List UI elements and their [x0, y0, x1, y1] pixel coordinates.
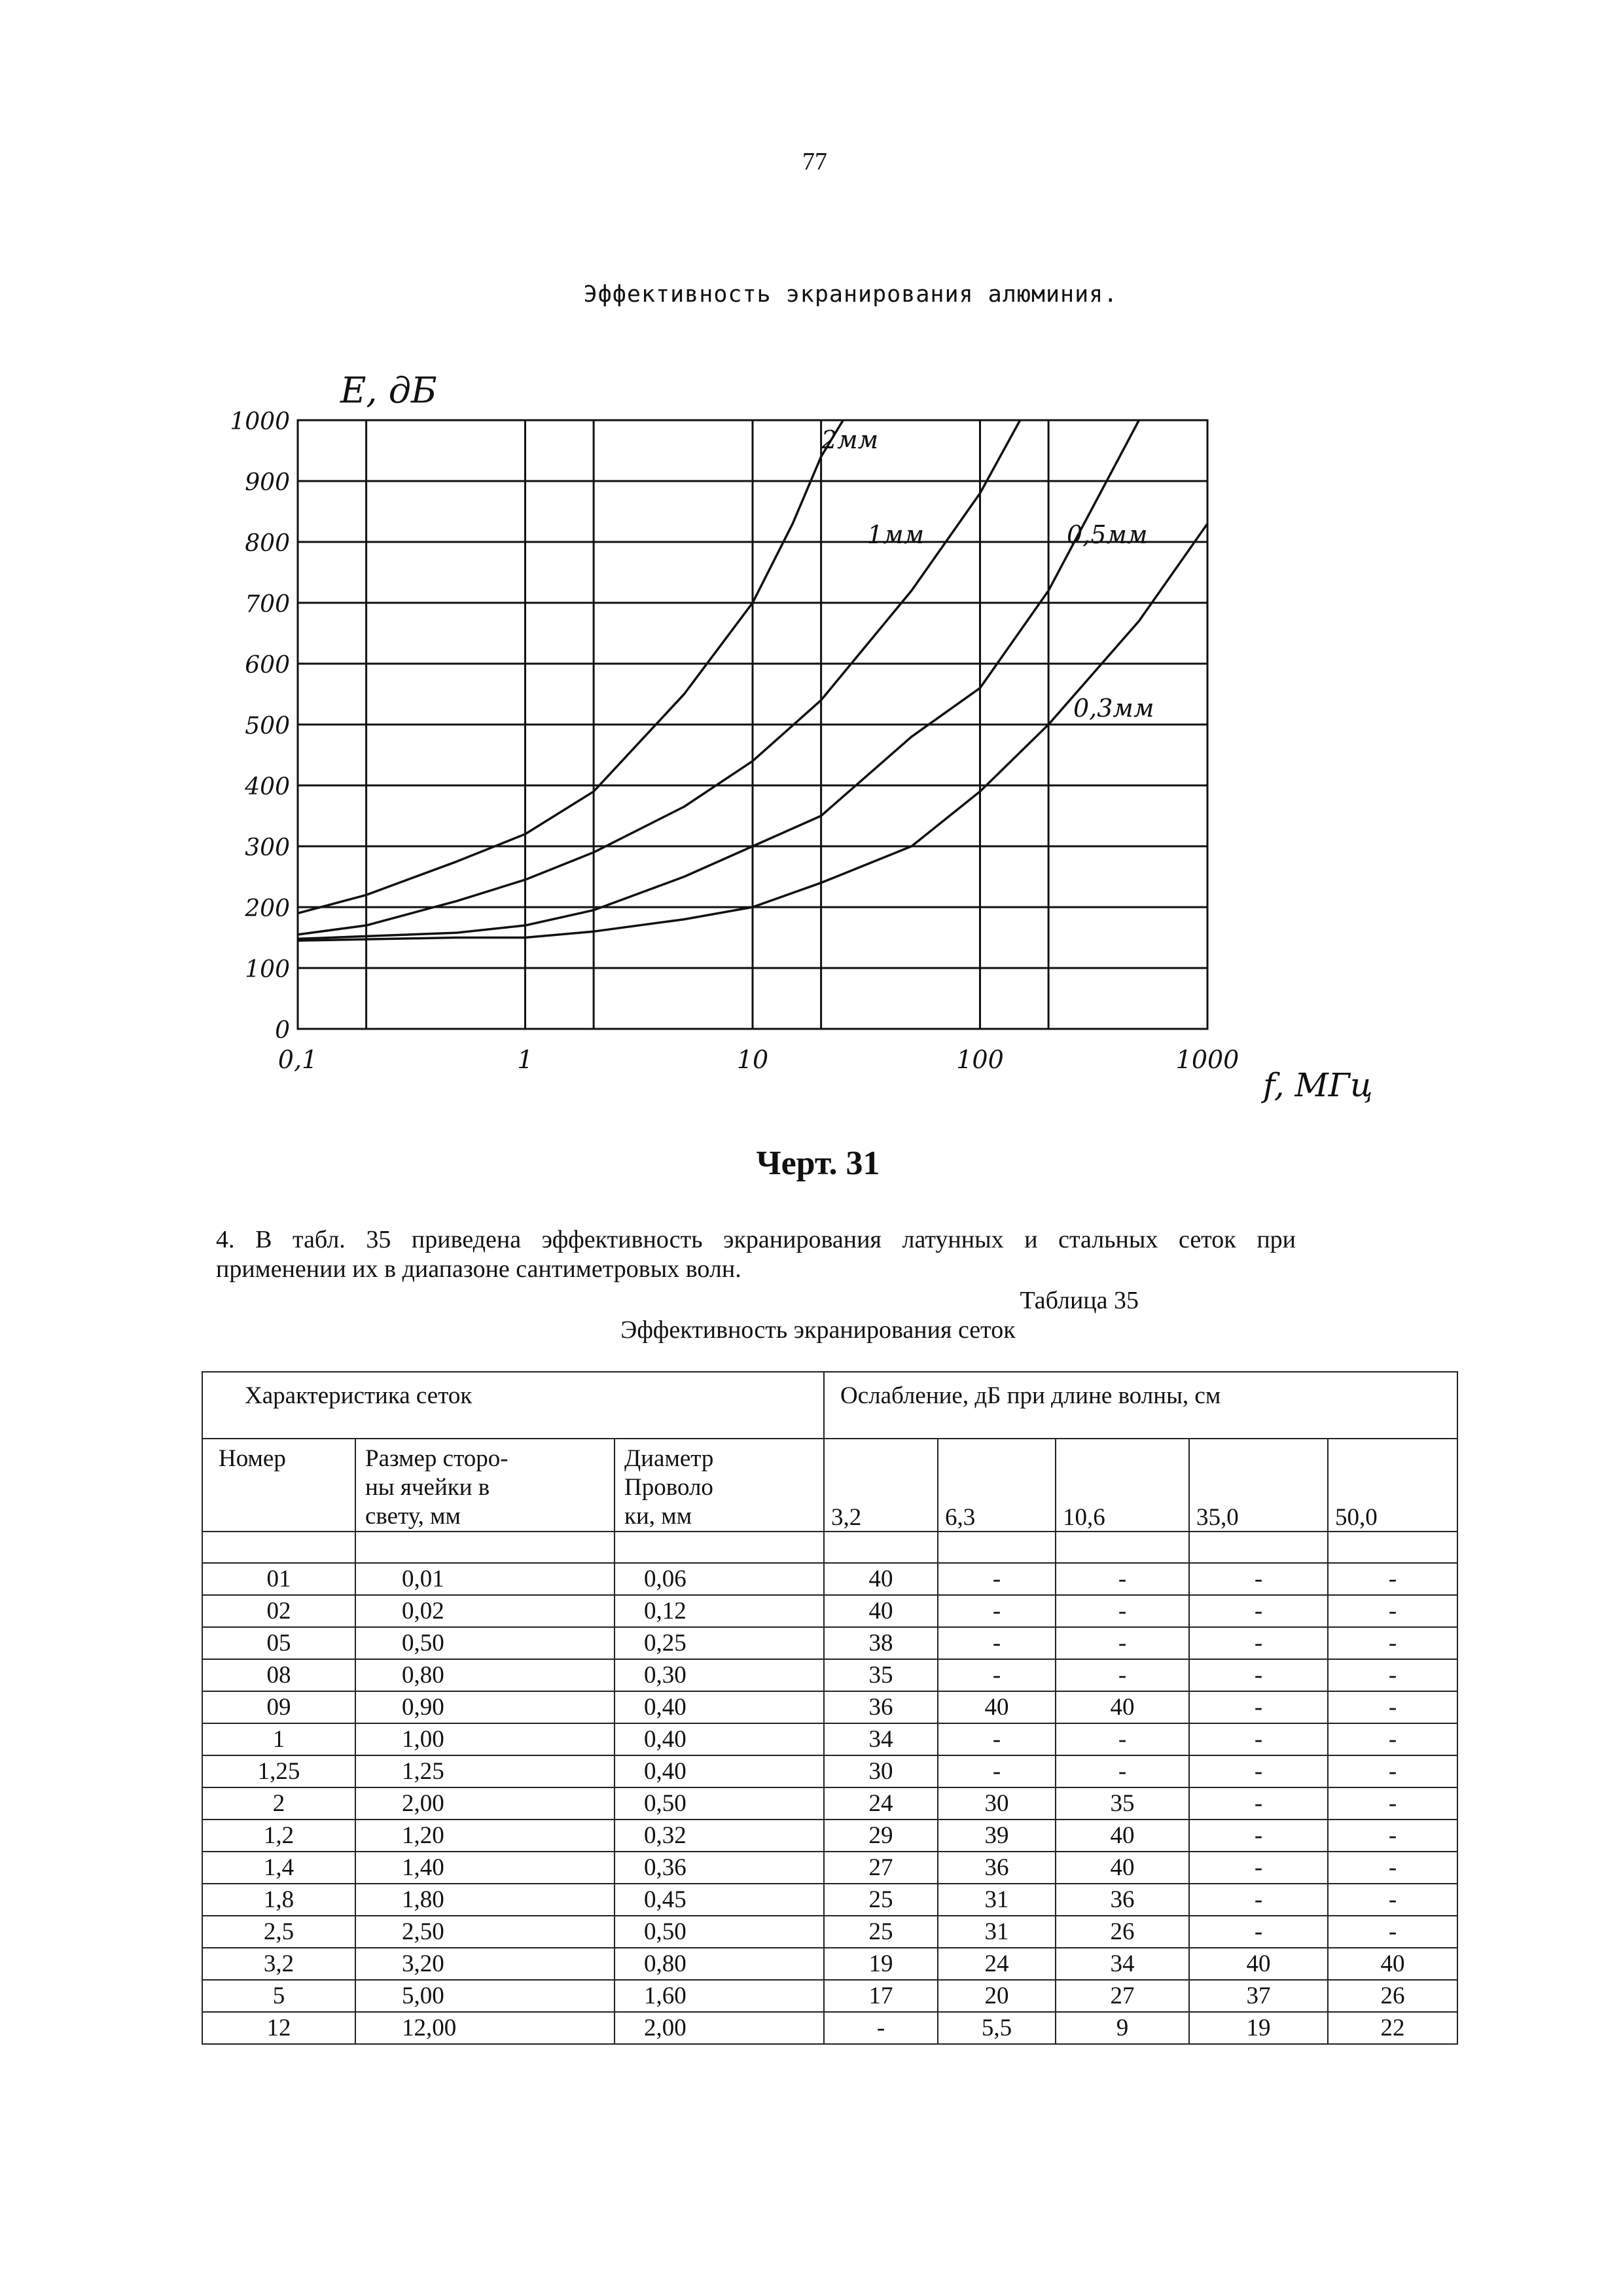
table-row: [202, 1595, 1457, 1627]
y-tick-label: 1000: [230, 408, 290, 435]
series-line: [298, 420, 843, 913]
cell-att-50-0: -: [1328, 1852, 1457, 1884]
cell-number: 09: [202, 1691, 355, 1723]
body-paragraph: [216, 1225, 1296, 1284]
cell-att-6-3: -: [938, 1595, 1056, 1627]
cell-mesh-size: 0,80: [355, 1659, 615, 1691]
series-label: 0,5мм: [1067, 520, 1148, 549]
series-line: [298, 420, 1020, 935]
cell-att-35-0: -: [1189, 1691, 1328, 1723]
wavelength-header: 10,6: [1056, 1439, 1189, 1532]
cell-wire-diameter: 0,12: [615, 1595, 824, 1627]
cell-att-50-0: -: [1328, 1820, 1457, 1852]
col-header-number: Номер: [202, 1439, 355, 1532]
cell-mesh-size: 0,01: [355, 1563, 615, 1595]
col-header-wire-diameter: Диаметр Проволо ки, мм: [615, 1439, 824, 1532]
cell-wire-diameter: 0,50: [615, 1787, 824, 1820]
cell-att-3-2: 40: [824, 1563, 938, 1595]
cell-wire-diameter: 0,25: [615, 1627, 824, 1659]
cell-number: 2,5: [202, 1916, 355, 1948]
cell-number: 05: [202, 1627, 355, 1659]
cell-mesh-size: 1,80: [355, 1884, 615, 1916]
cell-att-6-3: 30: [938, 1787, 1056, 1820]
cell-att-10-6: 9: [1056, 2012, 1189, 2044]
cell-mesh-size: 1,00: [355, 1723, 615, 1755]
table-row: [202, 1820, 1457, 1852]
cell-number: 2: [202, 1787, 355, 1820]
cell-att-10-6: 26: [1056, 1916, 1189, 1948]
x-axis-label: f, МГц: [1263, 1066, 1373, 1104]
cell-att-3-2: 19: [824, 1948, 938, 1980]
table-row: [202, 1627, 1457, 1659]
cell-att-6-3: -: [938, 1563, 1056, 1595]
cell-att-50-0: -: [1328, 1691, 1457, 1723]
cell-att-3-2: 35: [824, 1659, 938, 1691]
table-row: [202, 1948, 1457, 1980]
cell-att-50-0: 22: [1328, 2012, 1457, 2044]
cell-number: 1,2: [202, 1820, 355, 1852]
cell-att-3-2: 29: [824, 1820, 938, 1852]
cell-att-3-2: 34: [824, 1723, 938, 1755]
cell-att-10-6: -: [1056, 1723, 1189, 1755]
cell-mesh-size: 1,40: [355, 1852, 615, 1884]
cell-att-50-0: -: [1328, 1787, 1457, 1820]
cell-att-10-6: -: [1056, 1659, 1189, 1691]
cell-number: 1,8: [202, 1884, 355, 1916]
cell-mesh-size: 0,50: [355, 1627, 615, 1659]
cell-att-35-0: -: [1189, 1627, 1328, 1659]
cell-att-35-0: -: [1189, 1916, 1328, 1948]
cell-att-6-3: 40: [938, 1691, 1056, 1723]
cell-att-35-0: -: [1189, 1755, 1328, 1787]
cell-wire-diameter: 1,60: [615, 1980, 824, 2012]
cell-wire-diameter: 0,40: [615, 1755, 824, 1787]
cell-mesh-size: 5,00: [355, 1980, 615, 2012]
cell-att-10-6: 34: [1056, 1948, 1189, 1980]
chart-tick-labels: [230, 408, 1239, 1074]
cell-att-35-0: -: [1189, 1563, 1328, 1595]
table-row: [202, 1852, 1457, 1884]
y-tick-label: 800: [245, 530, 290, 557]
shielding-table: [202, 1371, 1458, 2045]
series-label: 1мм: [867, 520, 925, 549]
cell-att-50-0: -: [1328, 1659, 1457, 1691]
chart: [0, 353, 1623, 1139]
cell-number: 01: [202, 1563, 355, 1595]
cell-number: 08: [202, 1659, 355, 1691]
cell-att-6-3: -: [938, 1723, 1056, 1755]
cell-wire-diameter: 0,32: [615, 1820, 824, 1852]
table-row: [202, 2012, 1457, 2044]
y-tick-label: 600: [245, 652, 290, 679]
y-tick-label: 900: [245, 469, 290, 496]
cell-att-3-2: 30: [824, 1755, 938, 1787]
table-row: [202, 1755, 1457, 1787]
cell-att-35-0: 19: [1189, 2012, 1328, 2044]
figure-caption: Черт. 31: [756, 1145, 880, 1182]
series-label: 2мм: [821, 425, 879, 454]
table-title: Эффективность экранирования сеток: [620, 1316, 1016, 1344]
table-number: Таблица 35: [1020, 1287, 1139, 1314]
cell-mesh-size: 0,02: [355, 1595, 615, 1627]
table-row: [202, 1916, 1457, 1948]
cell-att-10-6: -: [1056, 1627, 1189, 1659]
table-row: [202, 1691, 1457, 1723]
cell-mesh-size: 3,20: [355, 1948, 615, 1980]
cell-att-35-0: 40: [1189, 1948, 1328, 1980]
cell-att-10-6: 40: [1056, 1820, 1189, 1852]
chart-labels: [340, 370, 1373, 1104]
cell-att-50-0: 26: [1328, 1980, 1457, 2012]
table-row: [202, 1723, 1457, 1755]
cell-wire-diameter: 0,40: [615, 1723, 824, 1755]
cell-wire-diameter: 0,40: [615, 1691, 824, 1723]
cell-att-50-0: -: [1328, 1916, 1457, 1948]
cell-att-35-0: -: [1189, 1595, 1328, 1627]
cell-wire-diameter: 0,36: [615, 1852, 824, 1884]
table-row: [202, 1787, 1457, 1820]
cell-att-3-2: 40: [824, 1595, 938, 1627]
cell-att-35-0: -: [1189, 1723, 1328, 1755]
cell-att-10-6: -: [1056, 1563, 1189, 1595]
x-tick-label: 1000: [1175, 1045, 1240, 1074]
cell-att-6-3: 24: [938, 1948, 1056, 1980]
cell-att-6-3: 31: [938, 1916, 1056, 1948]
y-tick-label: 500: [245, 713, 290, 740]
group-header-characteristics: Характеристика сеток: [202, 1372, 824, 1439]
x-tick-label: 0,1: [277, 1045, 318, 1074]
table-row: [202, 1884, 1457, 1916]
cell-mesh-size: 1,25: [355, 1755, 615, 1787]
cell-att-6-3: 20: [938, 1980, 1056, 2012]
cell-number: 3,2: [202, 1948, 355, 1980]
cell-att-3-2: 17: [824, 1980, 938, 2012]
cell-att-50-0: -: [1328, 1627, 1457, 1659]
cell-att-10-6: -: [1056, 1595, 1189, 1627]
cell-att-10-6: -: [1056, 1755, 1189, 1787]
y-tick-label: 400: [245, 774, 290, 800]
col-header-mesh-size: Размер сторо- ны ячейки в свету, мм: [355, 1439, 615, 1532]
cell-mesh-size: 2,00: [355, 1787, 615, 1820]
y-tick-label: 200: [245, 895, 290, 922]
cell-att-6-3: 5,5: [938, 2012, 1056, 2044]
cell-att-10-6: 40: [1056, 1852, 1189, 1884]
y-tick-label: 100: [245, 956, 290, 983]
cell-wire-diameter: 0,45: [615, 1884, 824, 1916]
cell-wire-diameter: 0,06: [615, 1563, 824, 1595]
x-tick-label: 10: [736, 1045, 769, 1074]
cell-att-3-2: 27: [824, 1852, 938, 1884]
cell-number: 1,4: [202, 1852, 355, 1884]
cell-att-50-0: -: [1328, 1884, 1457, 1916]
cell-att-6-3: -: [938, 1659, 1056, 1691]
table-row: [202, 1980, 1457, 2012]
cell-att-10-6: 35: [1056, 1787, 1189, 1820]
cell-wire-diameter: 0,80: [615, 1948, 824, 1980]
wavelength-header: 3,2: [824, 1439, 938, 1532]
cell-mesh-size: 0,90: [355, 1691, 615, 1723]
series-line: [298, 420, 1139, 939]
cell-att-50-0: 40: [1328, 1948, 1457, 1980]
cell-att-6-3: -: [938, 1627, 1056, 1659]
wavelength-header: 50,0: [1328, 1439, 1457, 1532]
cell-mesh-size: 2,50: [355, 1916, 615, 1948]
x-tick-label: 1: [517, 1045, 533, 1074]
cell-number: 02: [202, 1595, 355, 1627]
cell-wire-diameter: 0,50: [615, 1916, 824, 1948]
cell-att-50-0: -: [1328, 1595, 1457, 1627]
table-row: [202, 1659, 1457, 1691]
cell-att-10-6: 40: [1056, 1691, 1189, 1723]
table-row: [202, 1563, 1457, 1595]
cell-att-6-3: 39: [938, 1820, 1056, 1852]
cell-att-35-0: -: [1189, 1820, 1328, 1852]
cell-wire-diameter: 2,00: [615, 2012, 824, 2044]
cell-att-50-0: -: [1328, 1755, 1457, 1787]
cell-att-6-3: -: [938, 1755, 1056, 1787]
cell-att-35-0: -: [1189, 1884, 1328, 1916]
spacer-row: [202, 1532, 1457, 1563]
cell-att-35-0: -: [1189, 1787, 1328, 1820]
cell-mesh-size: 12,00: [355, 2012, 615, 2044]
cell-wire-diameter: 0,30: [615, 1659, 824, 1691]
cell-att-3-2: 36: [824, 1691, 938, 1723]
wavelength-header: 35,0: [1189, 1439, 1328, 1532]
x-tick-label: 100: [956, 1045, 1004, 1074]
paragraph-line-2: применении их в диапазоне сантиметровых волн.: [216, 1255, 741, 1283]
wavelength-header: 6,3: [938, 1439, 1056, 1532]
y-axis-label: E, дБ: [340, 370, 437, 411]
cell-att-50-0: -: [1328, 1723, 1457, 1755]
cell-att-6-3: 36: [938, 1852, 1056, 1884]
y-tick-label: 700: [245, 591, 290, 618]
cell-att-3-2: -: [824, 2012, 938, 2044]
cell-att-35-0: 37: [1189, 1980, 1328, 2012]
cell-att-10-6: 27: [1056, 1980, 1189, 2012]
cell-att-35-0: -: [1189, 1852, 1328, 1884]
series-label: 0,3мм: [1073, 694, 1154, 723]
cell-att-50-0: -: [1328, 1563, 1457, 1595]
cell-number: 12: [202, 2012, 355, 2044]
cell-att-3-2: 25: [824, 1884, 938, 1916]
chart-title: Эффективность экранирования алюминия.: [583, 281, 1118, 308]
cell-number: 5: [202, 1980, 355, 2012]
cell-att-6-3: 31: [938, 1884, 1056, 1916]
cell-att-3-2: 25: [824, 1916, 938, 1948]
cell-att-3-2: 24: [824, 1787, 938, 1820]
cell-att-3-2: 38: [824, 1627, 938, 1659]
page-number: 77: [802, 148, 827, 175]
cell-number: 1: [202, 1723, 355, 1755]
group-header-attenuation: Ослабление, дБ при длине волны, см: [824, 1372, 1457, 1439]
y-tick-label: 300: [245, 834, 290, 861]
cell-mesh-size: 1,20: [355, 1820, 615, 1852]
y-tick-label: 0: [275, 1017, 290, 1044]
cell-att-35-0: -: [1189, 1659, 1328, 1691]
paragraph-line-1: 4. В табл. 35 приведена эффективность экранирования латунных и стальных сеток при: [216, 1226, 1296, 1253]
cell-number: 1,25: [202, 1755, 355, 1787]
cell-att-10-6: 36: [1056, 1884, 1189, 1916]
